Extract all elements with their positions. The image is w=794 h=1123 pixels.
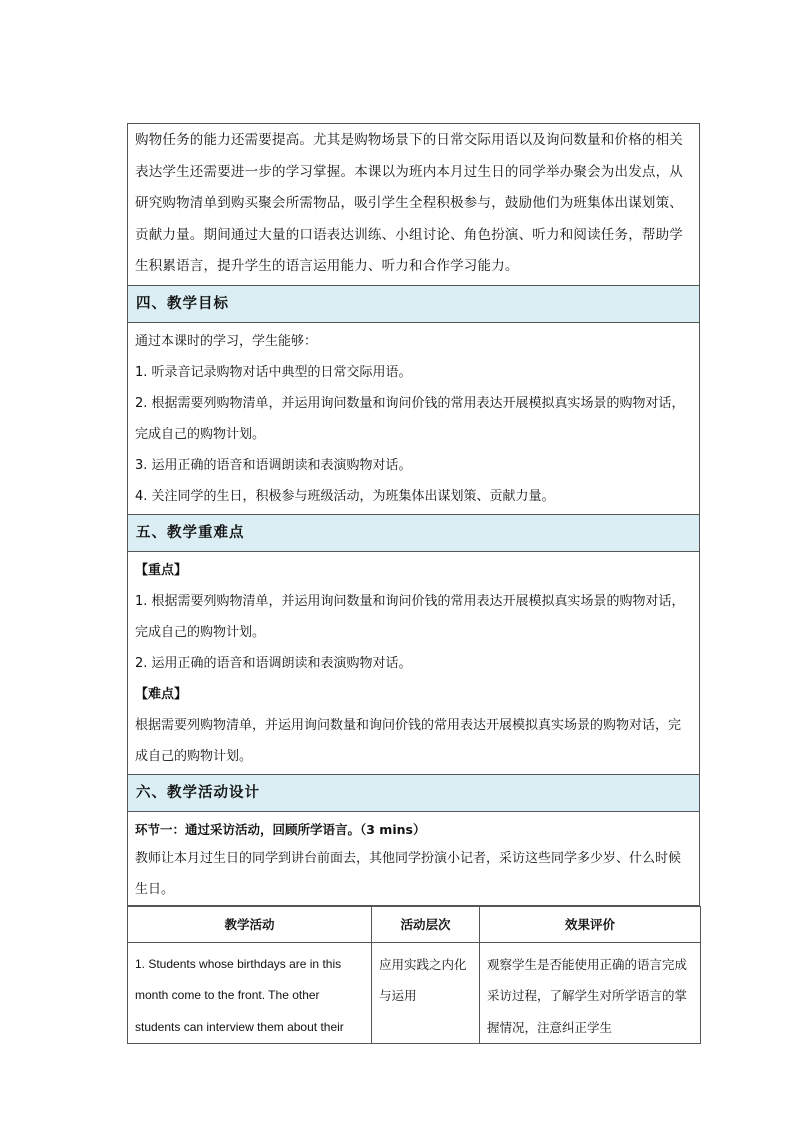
section-4-heading: 四、教学目标 <box>127 286 700 323</box>
objective-item: 4. 关注同学的生日，积极参与班级活动，为班集体出谋划策、贡献力量。 <box>135 488 555 504</box>
intro-paragraph: 购物任务的能力还需要提高。尤其是购物场景下的日常交际用语以及询问数量和价格的相关表达学生还需要进一步的学习掌握。本课以为班内本月过生日的同学举办聚会为出发点，从研究购物清单到购买聚会所需物品，吸引学生全程积极参与，鼓励他们为班集体出谋划策、贡献力量。期间通过大量的口语表达训练、小组讨论、角色扮演、听力和阅读任务，帮助学生积累语言，提升学生的语言运用能力、听力和合作学习能力。 <box>127 123 700 286</box>
key-point-item: 1. 根据需要列购物清单，并运用询问数量和询问价钱的常用表达开展模拟真实场景的购物对话，完成自己的购物计划。 <box>135 593 685 640</box>
header-evaluation: 效果评价 <box>480 906 701 942</box>
difficult-points-label: 【难点】 <box>135 686 188 702</box>
section-4-intro: 通过本课时的学习，学生能够： <box>135 333 318 349</box>
section-5-body <box>127 552 700 775</box>
step-1-description: 教师让本月过生日的同学到讲台前面去，其他同学扮演小记者，采访这些同学多少岁、什么时候生日。 <box>135 850 682 897</box>
activity-cell: 1. Students whose birthdays are in this month come to the front. The other students can interview them about their <box>128 942 372 1044</box>
activity-table <box>127 906 701 1045</box>
table-header-row <box>128 906 701 942</box>
difficult-point-text: 根据需要列购物清单，并运用询问数量和询问价钱的常用表达开展模拟真实场景的购物对话，完成自己的购物计划。 <box>135 717 682 764</box>
evaluation-cell: 观察学生是否能使用正确的语言完成采访过程，了解学生对所学语言的掌握情况，注意纠正学生 <box>480 942 701 1044</box>
section-6-body <box>127 812 700 906</box>
table-row <box>128 942 701 1044</box>
objective-item: 3. 运用正确的语音和语调朗读和表演购物对话。 <box>135 457 412 473</box>
level-cell: 应用实践之内化与运用 <box>372 942 480 1044</box>
section-4-body <box>127 323 700 515</box>
header-activity: 教学活动 <box>128 906 372 942</box>
key-point-item: 2. 运用正确的语音和语调朗读和表演购物对话。 <box>135 655 412 671</box>
key-points-label: 【重点】 <box>135 562 188 578</box>
section-6-heading: 六、教学活动设计 <box>127 775 700 812</box>
objective-item: 2. 根据需要列购物清单，并运用询问数量和询问价钱的常用表达开展模拟真实场景的购物对话，完成自己的购物计划。 <box>135 395 685 442</box>
objective-item: 1. 听录音记录购物对话中典型的日常交际用语。 <box>135 364 412 380</box>
step-1-title: 环节一：通过采访活动，回顾所学语言。（3 mins） <box>135 821 426 837</box>
section-5-heading: 五、教学重难点 <box>127 515 700 552</box>
header-level: 活动层次 <box>372 906 480 942</box>
lesson-plan-document <box>127 123 700 1044</box>
